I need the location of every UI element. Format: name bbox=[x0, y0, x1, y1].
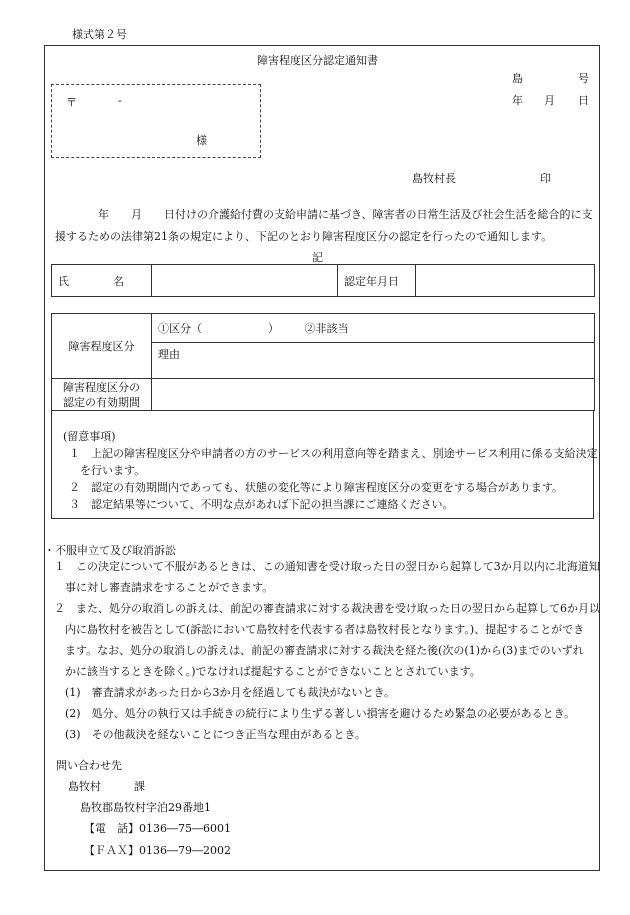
appeal-line: ます。なお、処分の取消しの訴えは、前記の審査請求に対する裁決を経た後(次の(1)から(3)までのいずれ bbox=[54, 644, 584, 657]
appeal-heading: ・不服申立て及び取消訴訟 bbox=[44, 544, 176, 557]
validity-label-line-1: 障害程度区分の bbox=[63, 380, 140, 394]
recipient-honorific: 様 bbox=[196, 134, 207, 147]
doc-number-prefix: 島 bbox=[512, 72, 523, 85]
category-options bbox=[152, 314, 595, 343]
appeal-body bbox=[54, 556, 600, 745]
ki-heading: 記 bbox=[312, 251, 323, 264]
note-item: ３ 認定結果等について、不明な点があれば下記の担当課にご連絡ください。 bbox=[69, 498, 454, 511]
intro-line-2: 援するための法律第21条の規定により、下記のとおり障害程度区分の認定を行ったので通知します。 bbox=[55, 230, 553, 243]
note-item: １ 上記の障害程度区分や申請者の方のサービスの利用意向等を踏まえ、別途サービス利用に係る支給決定 bbox=[69, 447, 598, 460]
category-option-2: ②非該当 bbox=[304, 322, 349, 335]
name-value bbox=[152, 265, 338, 297]
contact-department: 島牧村 課 bbox=[68, 780, 145, 793]
appeal-line: １ この決定について不服があるときは、この通知書を受け取った日の翌日から起算して3か月以内に北海道知 bbox=[54, 560, 600, 573]
validity-label bbox=[52, 379, 152, 411]
intro-line-1: 年 月 日付けの介護給付費の支給申請に基づき、障害者の日常生活及び社会生活を総合的に支 bbox=[98, 208, 593, 221]
date-year: 年 bbox=[512, 94, 523, 107]
contact-heading: 問い合わせ先 bbox=[56, 759, 122, 772]
appeal-line: 内に島牧村を被告として(訴訟において島牧村を代表する者は島牧村長となります。)、提起することができ bbox=[54, 623, 585, 636]
notes bbox=[63, 428, 598, 513]
recipient-address-box bbox=[51, 84, 261, 158]
issuer-name: 島牧村長 bbox=[412, 172, 456, 185]
category-table bbox=[51, 313, 595, 411]
appeal-line: かに該当するときを除く。)でなければ提起することができないこととされています。 bbox=[54, 665, 481, 678]
reason-label: 理由 bbox=[152, 343, 595, 379]
date-month: 月 bbox=[544, 94, 555, 107]
form-number: 様式第２号 bbox=[72, 28, 127, 41]
name-label: 氏 名 bbox=[52, 265, 152, 297]
postal-mark: 〒 bbox=[66, 96, 77, 109]
note-item: ２ 認定の有効期間内であっても、状態の変化等により障害程度区分の変更をする場合があります。 bbox=[69, 481, 564, 494]
notes-heading: (留意事項) bbox=[63, 430, 116, 443]
contact-fax: 【ＦＡＸ】0136―79―2002 bbox=[84, 844, 231, 857]
appeal-line: ２ また、処分の取消しの訴えは、前記の審査請求に対する裁決書を受け取った日の翌日から起算して6か月以 bbox=[54, 602, 600, 615]
issuer-seal: 印 bbox=[540, 172, 551, 185]
certification-date-value bbox=[416, 265, 595, 297]
category-label: 障害程度区分 bbox=[52, 314, 152, 379]
doc-number-suffix: 号 bbox=[578, 72, 589, 85]
category-option-1: ①区分（ ） bbox=[158, 322, 279, 335]
appeal-line: 事に対し審査請求をすることができます。 bbox=[54, 581, 274, 594]
postal-dash: - bbox=[118, 94, 122, 107]
appeal-line: (1) 審査請求があった日から3か月を経過しても裁決がないとき。 bbox=[54, 686, 396, 699]
appeal-line: (3) その他裁決を経ないことにつき正当な理由があるとき。 bbox=[54, 728, 366, 741]
document-title: 障害程度区分認定通知書 bbox=[257, 54, 378, 67]
note-item: を行います。 bbox=[69, 464, 146, 477]
validity-label-line-2: 認定の有効期間 bbox=[63, 395, 140, 409]
contact-address: 島牧郡島牧村字泊29番地1 bbox=[80, 801, 211, 814]
recipient-table bbox=[51, 264, 595, 297]
validity-value bbox=[152, 379, 595, 411]
certification-date-label: 認定年月日 bbox=[338, 265, 416, 297]
contact-phone: 【電 話】0136―75―6001 bbox=[84, 822, 231, 835]
appeal-line: (2) 処分、処分の執行又は手続きの続行により生ずる著しい損害を避けるため緊急の必要があるとき。 bbox=[54, 707, 576, 720]
date-day: 日 bbox=[578, 94, 589, 107]
